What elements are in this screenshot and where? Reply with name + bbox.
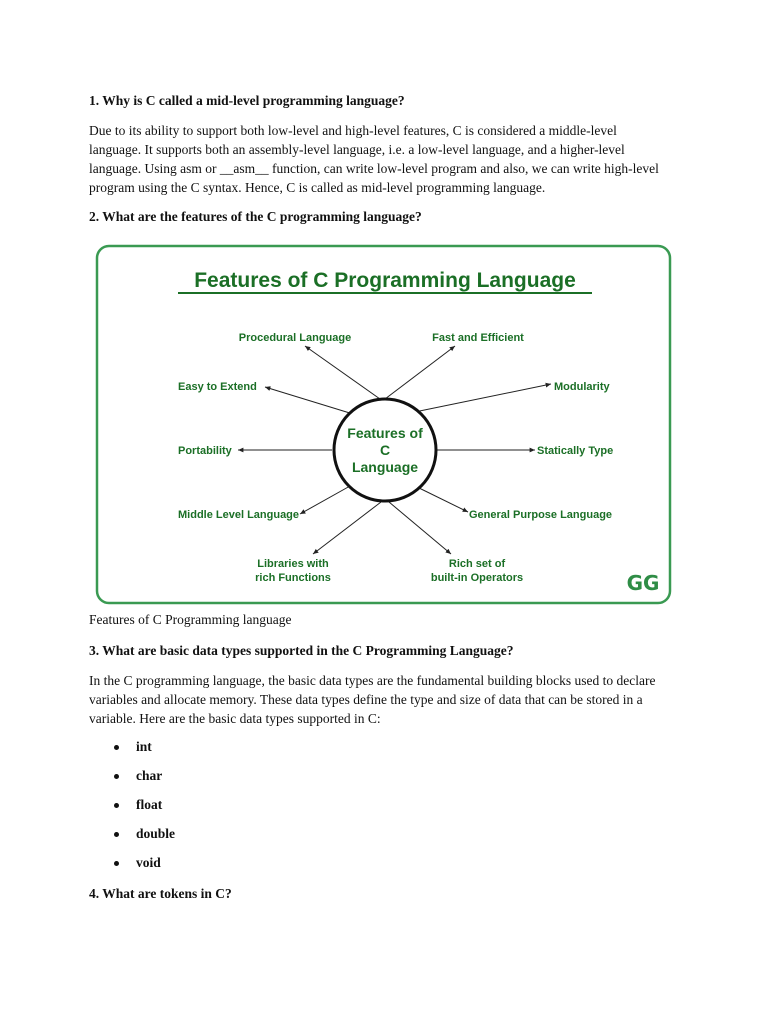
answer-line: variables and allocate memory. These data types define the type and size of data that can be stored in a — [89, 692, 643, 707]
list-item — [89, 767, 175, 796]
feature-libraries-line: Libraries with — [257, 558, 329, 570]
list-item — [89, 825, 175, 854]
feature-statically-type: Statically Type — [537, 445, 614, 457]
center-label-line: C — [379, 442, 391, 458]
data-types-list — [89, 738, 175, 883]
feature-fast-efficient: Fast and Efficient — [432, 332, 524, 344]
list-item — [89, 738, 175, 767]
feature-operators-line: Rich set of — [448, 558, 506, 570]
feature-libraries-line: rich Functions — [255, 572, 331, 584]
answer-line: Due to its ability to support both low-level and high-level features, C is considered a middle-level — [89, 123, 617, 138]
bullet-icon — [114, 832, 119, 837]
gfg-logo-icon: GG — [626, 571, 660, 595]
answer-line: language. It supports both an assembly-level language, i.e. a low-level language, and a higher-level — [89, 142, 625, 157]
list-item — [89, 796, 175, 825]
question-1-heading: 1. Why is C called a mid-level programming language? — [89, 93, 405, 108]
answer-line: language. Using asm or __asm__ function, can write low-level program and also, we can write high-level — [89, 161, 659, 176]
question-3-answer — [89, 671, 681, 728]
question-4-heading: 4. What are tokens in C? — [89, 886, 232, 901]
feature-portability: Portability — [178, 445, 232, 457]
figure-title: Features of C Programming Language — [194, 269, 576, 292]
feature-operators-line: built-in Operators — [430, 572, 524, 584]
question-3-heading: 3. What are basic data types supported in the C Programming Language? — [89, 643, 514, 658]
data-type-label: float — [136, 797, 163, 812]
feature-procedural-language: Procedural Language — [238, 332, 352, 344]
bullet-icon — [114, 745, 119, 750]
data-type-label: int — [136, 739, 152, 754]
data-type-label: void — [136, 855, 161, 870]
features-diagram — [95, 244, 672, 605]
data-type-label: double — [136, 826, 176, 841]
list-item — [89, 854, 175, 883]
bullet-icon — [114, 803, 119, 808]
feature-general-purpose: General Purpose Language — [469, 509, 613, 521]
answer-line: variable. Here are the basic data types supported in C: — [89, 711, 381, 726]
bullet-icon — [114, 774, 119, 779]
answer-line: In the C programming language, the basic data types are the fundamental building blocks used to declare — [89, 673, 656, 688]
feature-middle-level: Middle Level Language — [178, 509, 300, 521]
question-2-heading: 2. What are the features of the C programming language? — [89, 209, 422, 224]
bullet-icon — [114, 861, 119, 866]
data-type-label: char — [136, 768, 163, 783]
center-label-line: Language — [351, 459, 419, 475]
answer-line: program using the C syntax. Hence, C is called as mid-level programming language. — [89, 180, 546, 195]
question-1-answer — [89, 121, 681, 197]
center-label-line: Features of — [347, 425, 423, 441]
feature-modularity: Modularity — [554, 381, 610, 393]
feature-easy-to-extend: Easy to Extend — [178, 381, 257, 393]
figure-caption: Features of C Programming language — [89, 612, 292, 627]
